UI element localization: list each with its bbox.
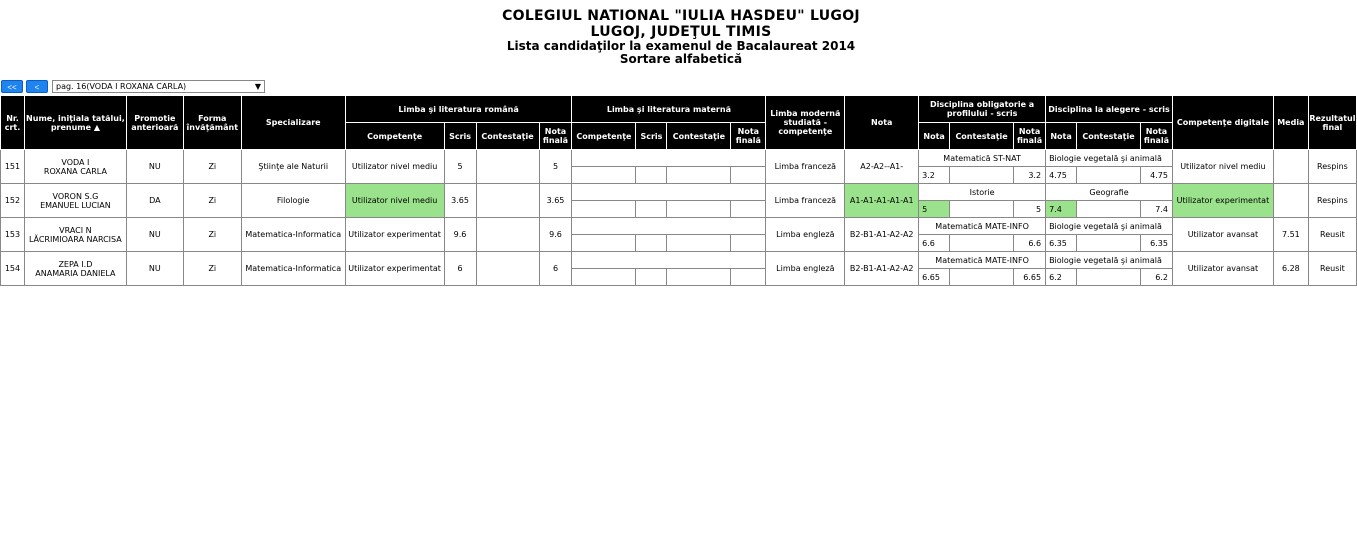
nume-line1: VODA I [61, 157, 90, 167]
cell-mat-competente [572, 269, 636, 286]
col-cd: Competenţe digitale [1172, 96, 1273, 150]
cell-dob-nota-finala: 3.2 [1014, 167, 1046, 184]
cell-nume [24, 184, 126, 218]
cell-rom-nota-finala: 6 [539, 252, 572, 286]
cell-mat-header [572, 150, 766, 167]
cell-dal-name: Biologie vegetală şi animală [1046, 218, 1173, 235]
cell-mat-competente [572, 167, 636, 184]
cell-rom-nota-finala: 9.6 [539, 218, 572, 252]
cell-dal-name: Biologie vegetală şi animală [1046, 150, 1173, 167]
cell-mat-contestatie [667, 201, 731, 218]
page-select[interactable] [52, 80, 265, 93]
cell-lm-nota: A1-A1-A1-A1-A1 [845, 184, 919, 218]
cell-competente-digitale: Utilizator nivel mediu [1172, 150, 1273, 184]
cell-dal-contestatie [1077, 269, 1141, 286]
cell-limba-moderna: Limba engleză [766, 252, 845, 286]
table-row [1, 150, 1357, 167]
sub-rom-scris: Scris [444, 123, 476, 150]
cell-rom-competente: Utilizator nivel mediu [345, 150, 444, 184]
cell-rom-scris: 5 [444, 150, 476, 184]
cell-dal-name: Biologie vegetală şi animală [1046, 252, 1173, 269]
cell-nume [24, 252, 126, 286]
cell-dob-name: Istorie [919, 184, 1046, 201]
cell-rom-nota-finala: 3.65 [539, 184, 572, 218]
sub-rom-competente: Competenţe [345, 123, 444, 150]
cell-nr: 151 [1, 150, 25, 184]
sub-dob-nota-finala: Nota finală [1014, 123, 1046, 150]
col-dob: Disciplina obligatorie a profilului - scris [919, 96, 1046, 123]
sub-dob-contestatie: Contestaţie [950, 123, 1014, 150]
cell-dob-nota: 3.2 [919, 167, 950, 184]
col-promotie: Promotie anterioară [126, 96, 183, 150]
cell-rom-contestatie [476, 184, 539, 218]
cell-rezultat: Respins [1308, 150, 1356, 184]
school-name: COLEGIUL NATIONAL "IULIA HASDEU" LUGOJ [502, 8, 860, 24]
nume-line1: VORON S.G [52, 191, 99, 201]
cell-dal-name: Geografie [1046, 184, 1173, 201]
list-title: Lista candidaţilor la examenul de Bacalaureat 2014 [506, 39, 856, 53]
sub-mat-contestatie: Contestaţie [667, 123, 731, 150]
cell-dob-contestatie [950, 235, 1014, 252]
cell-rom-competente: Utilizator nivel mediu [345, 184, 444, 218]
dropdown-arrow-icon: ▼ [254, 81, 261, 91]
cell-rezultat: Reusit [1308, 218, 1356, 252]
cell-rom-contestatie [476, 218, 539, 252]
cell-nume [24, 218, 126, 252]
col-forma: Forma învăţământ [183, 96, 241, 150]
cell-mat-scris [636, 269, 667, 286]
cell-specializare: Ştiinţe ale Naturii [241, 150, 345, 184]
candidates-table [0, 95, 1357, 286]
cell-competente-digitale: Utilizator avansat [1172, 252, 1273, 286]
cell-mat-nota-finala [731, 235, 766, 252]
cell-dob-nota-finala: 6.65 [1014, 269, 1046, 286]
cell-media: 6.28 [1273, 252, 1308, 286]
col-lmat: Limba şi literatura maternă [572, 96, 766, 123]
cell-mat-scris [636, 235, 667, 252]
cell-nr: 153 [1, 218, 25, 252]
cell-dob-contestatie [950, 269, 1014, 286]
nume-line2: ROXANA CARLA [43, 166, 107, 176]
cell-competente-digitale: Utilizator avansat [1172, 218, 1273, 252]
cell-competente-digitale: Utilizator experimentat [1172, 184, 1273, 218]
cell-dob-contestatie [950, 201, 1014, 218]
cell-dal-nota-finala: 7.4 [1141, 201, 1173, 218]
cell-limba-moderna: Limba engleză [766, 218, 845, 252]
col-dal: Disciplina la alegere - scris [1046, 96, 1173, 123]
cell-rom-scris: 3.65 [444, 184, 476, 218]
cell-media [1273, 150, 1308, 184]
sub-mat-scris: Scris [636, 123, 667, 150]
col-specializare: Specializare [241, 96, 345, 150]
sub-mat-nota-finala: Nota finală [731, 123, 766, 150]
cell-dob-nota: 6.6 [919, 235, 950, 252]
school-location: LUGOJ, JUDEŢUL TIMIS [590, 24, 772, 40]
cell-dal-nota: 7.4 [1046, 201, 1077, 218]
cell-rezultat: Reusit [1308, 252, 1356, 286]
cell-dob-nota: 5 [919, 201, 950, 218]
sub-mat-competente: Competenţe [572, 123, 636, 150]
cell-dob-nota: 6.65 [919, 269, 950, 286]
sub-dal-nota: Nota [1046, 123, 1077, 150]
cell-specializare: Filologie [241, 184, 345, 218]
cell-specializare: Matematica-Informatica [241, 218, 345, 252]
cell-dal-nota: 6.35 [1046, 235, 1077, 252]
cell-nr: 154 [1, 252, 25, 286]
cell-dob-name: Matematică MATE-INFO [919, 218, 1046, 235]
cell-mat-header [572, 252, 766, 269]
cell-forma: Zi [183, 150, 241, 184]
col-nume[interactable]: Nume, iniţiala tatălui, prenume ▲ [24, 96, 126, 150]
cell-specializare: Matematica-Informatica [241, 252, 345, 286]
cell-mat-contestatie [667, 269, 731, 286]
table-row [1, 252, 1357, 269]
sort-mode: Sortare alfabetică [619, 52, 743, 66]
cell-promotie: DA [126, 184, 183, 218]
cell-dob-nota-finala: 6.6 [1014, 235, 1046, 252]
cell-mat-competente [572, 235, 636, 252]
cell-mat-header [572, 218, 766, 235]
nume-line1: VRACI N [59, 225, 92, 235]
cell-lm-nota: A2-A2--A1- [845, 150, 919, 184]
sub-rom-contestatie: Contestaţie [476, 123, 539, 150]
cell-rom-scris: 9.6 [444, 218, 476, 252]
cell-media [1273, 184, 1308, 218]
first-page-button[interactable]: << [1, 80, 23, 93]
col-lmod: Limba modernă studiată - competenţe [766, 96, 845, 150]
sub-rom-nota-finala: Nota finală [539, 123, 572, 150]
cell-dob-contestatie [950, 167, 1014, 184]
page-select-value: pag. 16(VODA I ROXANA CARLA) [56, 81, 187, 91]
cell-dal-contestatie [1077, 201, 1141, 218]
cell-rom-competente: Utilizator experimentat [345, 252, 444, 286]
cell-dal-nota: 4.75 [1046, 167, 1077, 184]
cell-limba-moderna: Limba franceză [766, 184, 845, 218]
sub-dal-contestatie: Contestaţie [1077, 123, 1141, 150]
cell-lm-nota: B2-B1-A1-A2-A2 [845, 218, 919, 252]
cell-nr: 152 [1, 184, 25, 218]
table-row [1, 218, 1357, 235]
cell-promotie: NU [126, 218, 183, 252]
col-media: Media [1273, 96, 1308, 150]
cell-mat-nota-finala [731, 167, 766, 184]
sub-dal-nota-finala: Nota finală [1141, 123, 1173, 150]
cell-forma: Zi [183, 218, 241, 252]
pagination [1, 79, 265, 93]
cell-rom-contestatie [476, 150, 539, 184]
col-rez: Rezultatul final [1308, 96, 1356, 150]
cell-nume [24, 150, 126, 184]
cell-dal-nota-finala: 6.35 [1141, 235, 1173, 252]
cell-mat-contestatie [667, 167, 731, 184]
prev-page-button[interactable]: < [26, 80, 48, 93]
col-nr: Nr. crt. [1, 96, 25, 150]
cell-rezultat: Respins [1308, 184, 1356, 218]
cell-mat-contestatie [667, 235, 731, 252]
col-nota: Nota [845, 96, 919, 150]
cell-mat-nota-finala [731, 201, 766, 218]
cell-rom-nota-finala: 5 [539, 150, 572, 184]
col-lrom: Limba şi literatura română [345, 96, 572, 123]
cell-forma: Zi [183, 252, 241, 286]
cell-dal-nota-finala: 4.75 [1141, 167, 1173, 184]
cell-mat-competente [572, 201, 636, 218]
cell-promotie: NU [126, 252, 183, 286]
cell-dal-nota-finala: 6.2 [1141, 269, 1173, 286]
cell-rom-competente: Utilizator experimentat [345, 218, 444, 252]
cell-dal-contestatie [1077, 235, 1141, 252]
cell-media: 7.51 [1273, 218, 1308, 252]
cell-dob-nota-finala: 5 [1014, 201, 1046, 218]
cell-dal-nota: 6.2 [1046, 269, 1077, 286]
cell-rom-contestatie [476, 252, 539, 286]
page-header [0, 8, 1357, 66]
sub-dob-nota: Nota [919, 123, 950, 150]
cell-dob-name: Matematică MATE-INFO [919, 252, 1046, 269]
cell-dal-contestatie [1077, 167, 1141, 184]
cell-forma: Zi [183, 184, 241, 218]
cell-mat-nota-finala [731, 269, 766, 286]
cell-mat-header [572, 184, 766, 201]
cell-limba-moderna: Limba franceză [766, 150, 845, 184]
cell-dob-name: Matematică ST-NAT [919, 150, 1046, 167]
nume-line2: EMANUEL LUCIAN [40, 200, 111, 210]
cell-promotie: NU [126, 150, 183, 184]
nume-line2: ANAMARIA DANIELA [35, 268, 116, 278]
table-row [1, 184, 1357, 201]
cell-mat-scris [636, 201, 667, 218]
cell-mat-scris [636, 167, 667, 184]
nume-line2: LĂCRIMIOARA NARCISA [29, 234, 122, 244]
cell-lm-nota: B2-B1-A1-A2-A2 [845, 252, 919, 286]
cell-rom-scris: 6 [444, 252, 476, 286]
nume-line1: ZEPA I.D [58, 259, 93, 269]
